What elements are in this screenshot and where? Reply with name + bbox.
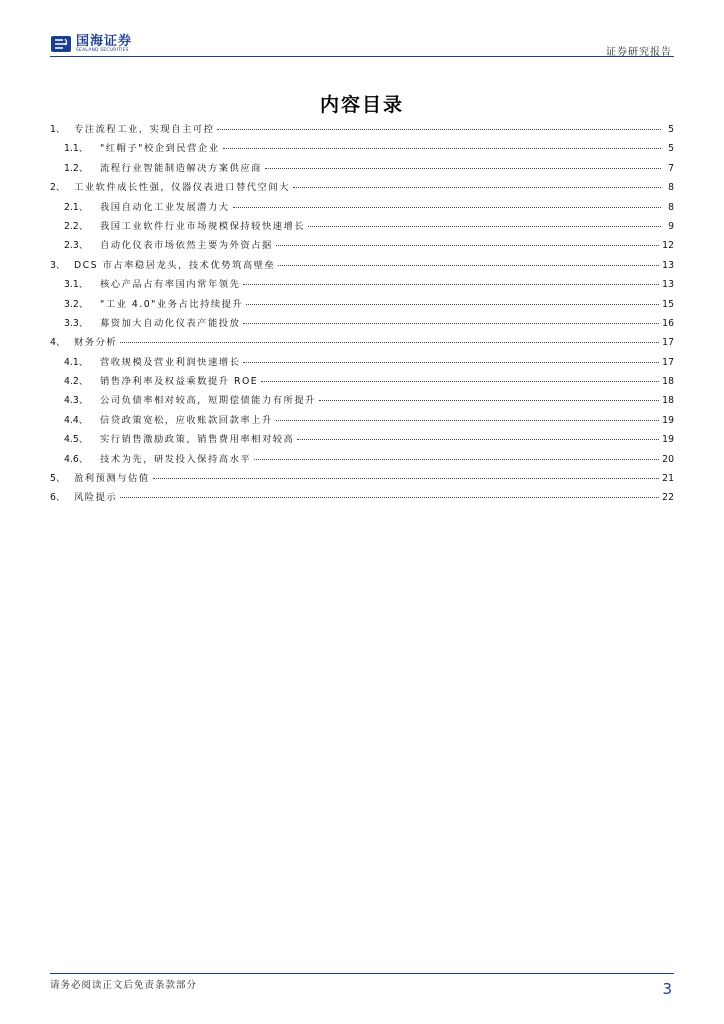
toc-entry[interactable] bbox=[50, 199, 674, 218]
toc-entry-title: 技术为先，研发投入保持高水平 bbox=[100, 453, 252, 465]
toc-entry[interactable] bbox=[50, 451, 674, 470]
toc-entry[interactable] bbox=[50, 257, 674, 276]
toc-dot-leader bbox=[153, 478, 660, 479]
toc-entry-title: 工业软件成长性强，仪器仪表进口替代空间大 bbox=[74, 182, 290, 194]
toc-entry-page: 9 bbox=[668, 220, 674, 232]
toc-dot-leader bbox=[246, 304, 659, 305]
toc-entry[interactable] bbox=[50, 470, 674, 489]
toc-entry-title: 核心产品占有率国内常年领先 bbox=[100, 279, 241, 291]
toc-entry-number: 3.1、 bbox=[64, 279, 89, 291]
toc-entry-page: 12 bbox=[662, 240, 674, 252]
toc-entry-title: 自动化仪表市场依然主要为外资占据 bbox=[100, 240, 273, 252]
toc-dot-leader bbox=[278, 265, 659, 266]
toc-entry[interactable] bbox=[50, 140, 674, 159]
toc-title: 内容目录 bbox=[319, 94, 404, 116]
toc-entry-number: 4.5、 bbox=[64, 434, 89, 446]
toc-entry[interactable] bbox=[50, 431, 674, 450]
toc-entry-title: 专注流程工业，实现自主可控 bbox=[74, 124, 215, 135]
toc-entry-title: 销售净利率及权益乘数提升 ROE bbox=[100, 376, 259, 388]
toc-dot-leader bbox=[254, 459, 659, 460]
toc-entry[interactable] bbox=[50, 218, 674, 237]
toc-entry[interactable] bbox=[50, 179, 674, 198]
toc-entry[interactable] bbox=[50, 392, 674, 411]
toc-dot-leader bbox=[308, 226, 661, 227]
toc-dot-leader bbox=[120, 342, 659, 343]
toc-entry-number: 4.6、 bbox=[64, 453, 89, 465]
sealand-logo-icon bbox=[50, 34, 72, 54]
toc-entry[interactable] bbox=[50, 160, 674, 179]
toc-entry[interactable] bbox=[50, 489, 674, 508]
company-logo bbox=[50, 34, 132, 54]
toc-entry-title: 募资加大自动化仪表产能投放 bbox=[100, 317, 241, 329]
toc-entry-title: 我国自动化工业发展潜力大 bbox=[100, 201, 230, 213]
toc-entry-number: 4.1、 bbox=[64, 356, 89, 368]
logo-en-text: SEALAND SECURITIES bbox=[76, 47, 129, 53]
toc-entry[interactable] bbox=[50, 412, 674, 431]
toc-entry-page: 17 bbox=[662, 356, 674, 368]
toc-dot-leader bbox=[319, 400, 659, 401]
page-number: 3 bbox=[662, 980, 672, 998]
toc-entry-number: 2.2、 bbox=[64, 220, 89, 232]
toc-entry-page: 8 bbox=[668, 182, 674, 194]
toc-entry-page: 7 bbox=[668, 162, 674, 174]
toc-dot-leader bbox=[243, 323, 659, 324]
toc-entry-title: "工业 4.0"业务占比持续提升 bbox=[100, 298, 244, 310]
toc-entry[interactable] bbox=[50, 296, 674, 315]
toc-entry-number: 6、 bbox=[50, 492, 66, 504]
toc-entry-page: 21 bbox=[662, 473, 674, 485]
toc-entry-title: 我国工业软件行业市场规模保持较快速增长 bbox=[100, 220, 306, 232]
toc-entry-number: 5、 bbox=[50, 473, 66, 485]
toc-entry-title: DCS 市占率稳居龙头，技术优势筑高壁垒 bbox=[74, 259, 276, 271]
toc-entry-title: 流程行业智能制造解决方案供应商 bbox=[100, 162, 262, 174]
toc-entry-title: 风险提示 bbox=[74, 492, 118, 504]
toc-dot-leader bbox=[243, 362, 659, 363]
toc-entry-title: 公司负债率相对较高，短期偿债能力有所提升 bbox=[100, 395, 316, 407]
page-header bbox=[50, 30, 674, 56]
report-type-label: 证券研究报告 bbox=[606, 47, 672, 58]
toc-entry-title: 财务分析 bbox=[74, 337, 118, 349]
toc-entry-number: 4.2、 bbox=[64, 376, 89, 388]
toc-entry-page: 16 bbox=[662, 317, 674, 329]
toc-entry-number: 4、 bbox=[50, 337, 66, 349]
toc-entry-page: 20 bbox=[662, 453, 674, 465]
toc-entry-number: 3、 bbox=[50, 259, 66, 271]
toc-entry-page: 22 bbox=[662, 492, 674, 504]
toc-entry-number: 4.4、 bbox=[64, 414, 89, 426]
toc-entry-page: 5 bbox=[668, 124, 674, 135]
toc-dot-leader bbox=[223, 148, 661, 149]
toc-entry-page: 18 bbox=[662, 395, 674, 407]
toc-entry-page: 15 bbox=[662, 298, 674, 310]
toc-entry-page: 18 bbox=[662, 376, 674, 388]
toc-entry[interactable] bbox=[50, 373, 674, 392]
toc-entry-title: 盈利预测与估值 bbox=[74, 473, 150, 485]
toc-dot-leader bbox=[243, 284, 659, 285]
toc-dot-leader bbox=[297, 439, 659, 440]
toc-entry-page: 13 bbox=[662, 279, 674, 291]
toc-dot-leader bbox=[120, 497, 659, 498]
toc-entry-page: 8 bbox=[668, 201, 674, 213]
toc-entry[interactable] bbox=[50, 354, 674, 373]
toc-entry-page: 13 bbox=[662, 259, 674, 271]
header-divider bbox=[50, 56, 674, 57]
toc-entry-page: 17 bbox=[662, 337, 674, 349]
toc-dot-leader bbox=[276, 245, 659, 246]
toc-entry-title: 信贷政策宽松，应收账款回款率上升 bbox=[100, 414, 273, 426]
toc-entry-number: 1.2、 bbox=[64, 162, 89, 174]
toc-entry-number: 1、 bbox=[50, 124, 66, 135]
toc-entry-page: 19 bbox=[662, 434, 674, 446]
toc-dot-leader bbox=[293, 187, 661, 188]
toc-entry[interactable] bbox=[50, 334, 674, 353]
toc-dot-leader bbox=[261, 381, 659, 382]
toc-dot-leader bbox=[233, 207, 661, 208]
toc-entry[interactable] bbox=[50, 276, 674, 295]
logo-cn-text: 国海证券 bbox=[76, 33, 133, 49]
toc-entry[interactable] bbox=[50, 315, 674, 334]
footer-disclaimer: 请务必阅读正文后免责条款部分 bbox=[50, 980, 198, 991]
toc-entry-title: "红帽子"校企到民营企业 bbox=[100, 143, 220, 155]
toc-entry[interactable] bbox=[50, 121, 674, 140]
toc-entry-page: 19 bbox=[662, 414, 674, 426]
toc-dot-leader bbox=[276, 420, 659, 421]
toc-entry[interactable] bbox=[50, 237, 674, 256]
toc-entry-number: 2.1、 bbox=[64, 201, 89, 213]
toc-entry-number: 2.3、 bbox=[64, 240, 89, 252]
toc-entry-number: 1.1、 bbox=[64, 143, 89, 155]
toc-entry-page: 5 bbox=[668, 143, 674, 155]
footer-divider bbox=[50, 973, 674, 974]
toc-entry-number: 2、 bbox=[50, 182, 66, 194]
toc-entry-title: 实行销售激励政策，销售费用率相对较高 bbox=[100, 434, 295, 446]
toc-entry-title: 营收规模及营业利润快速增长 bbox=[100, 356, 241, 368]
toc-entry-number: 3.2、 bbox=[64, 298, 89, 310]
toc-entry-number: 4.3、 bbox=[64, 395, 89, 407]
toc-dot-leader bbox=[265, 168, 661, 169]
toc-entry-number: 3.3、 bbox=[64, 317, 89, 329]
table-of-contents bbox=[50, 121, 674, 509]
toc-dot-leader bbox=[217, 129, 661, 130]
